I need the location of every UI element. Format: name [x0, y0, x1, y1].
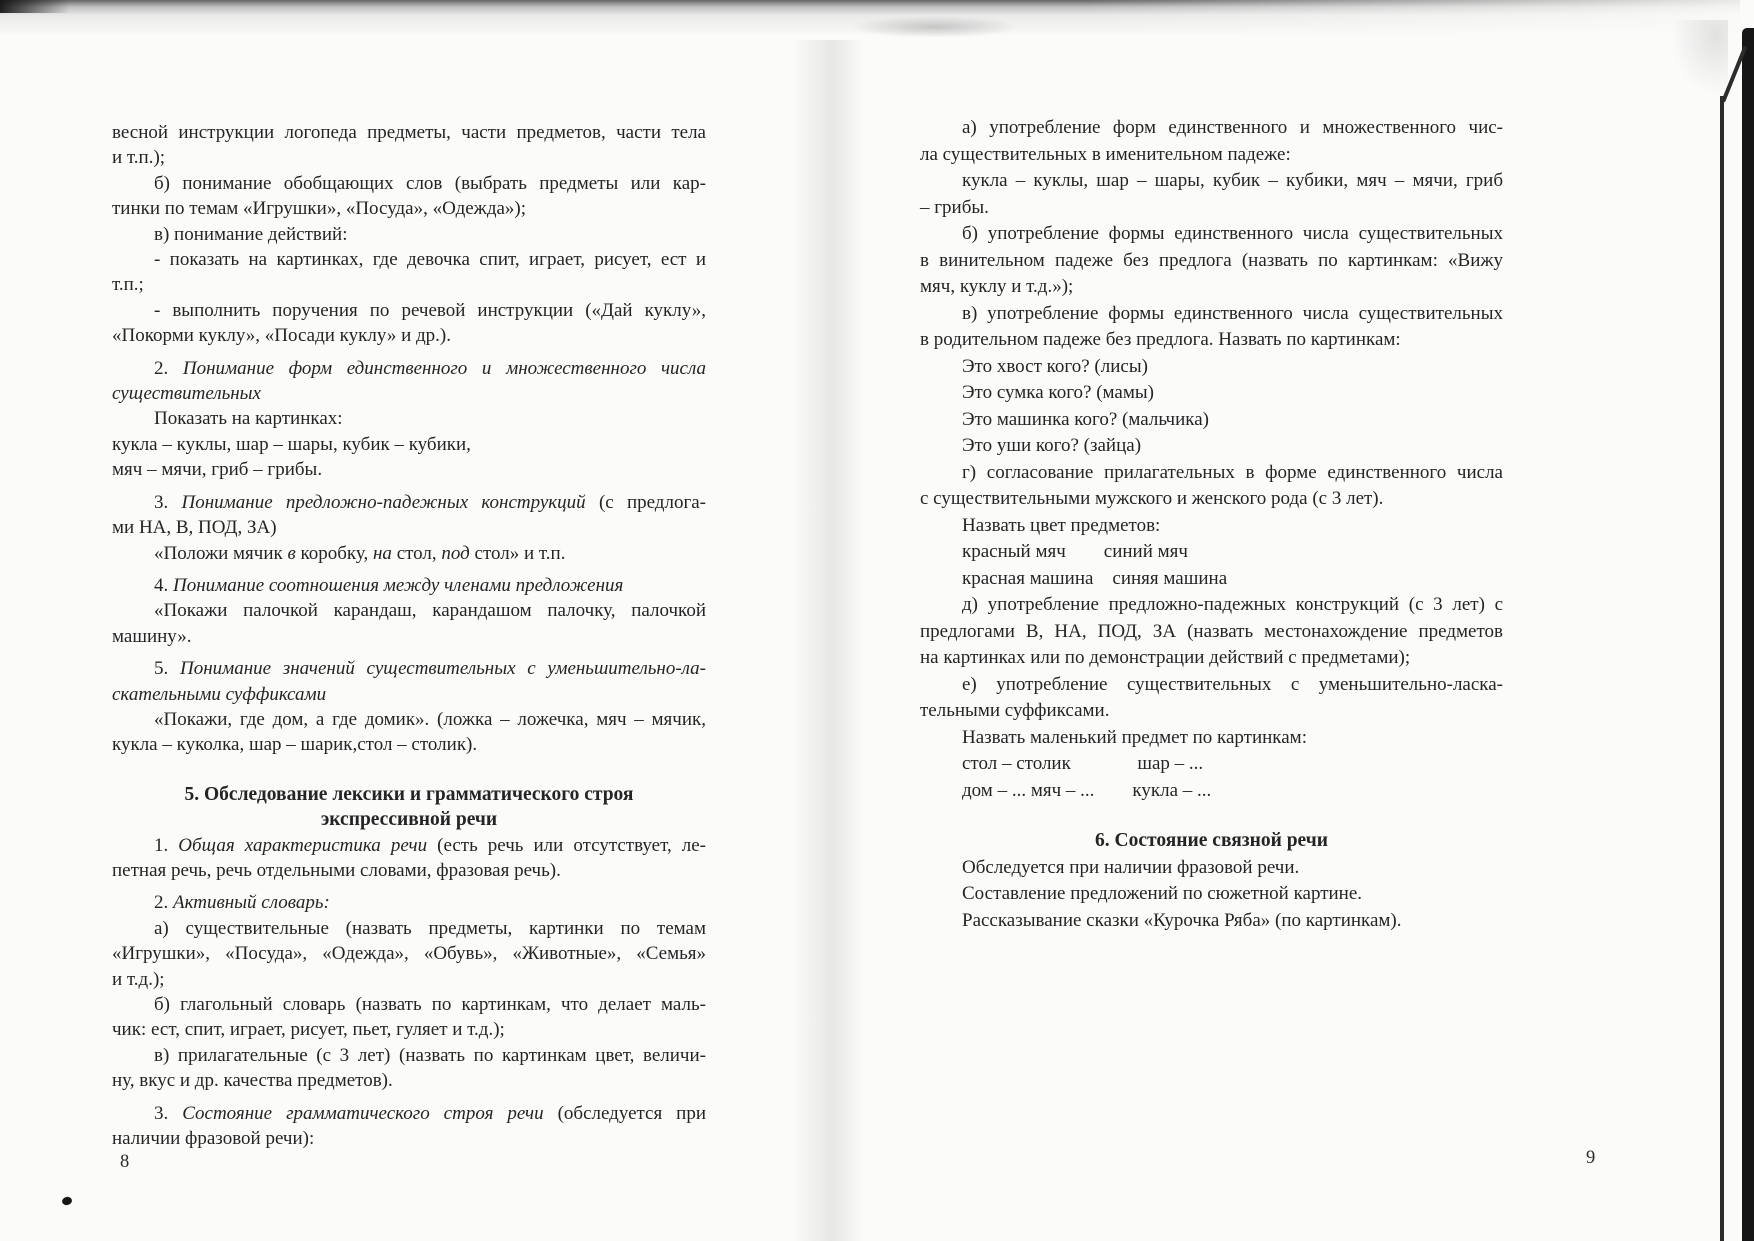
text-line: 5. Понимание значений существительных с уменьшительно-ла- — [154, 658, 706, 680]
scan-artifact-corner-shading — [1668, 20, 1728, 100]
text-line: б) употребление формы единственного числа существительных — [962, 223, 1503, 244]
text-line: существительных — [112, 383, 261, 405]
text-line: кукла – куклы, шар – шары, кубик – кубики, мяч – мячи, гриб — [962, 170, 1503, 191]
text-line: красная машина синяя машина — [962, 567, 1228, 589]
text-line: б) глагольный словарь (назвать по картинкам, что делает маль- — [154, 994, 706, 1015]
section-heading: экспрессивной речи — [320, 809, 498, 831]
text-line: Составление предложений по сюжетной картине. — [962, 883, 1363, 904]
text-line: в) понимание действий: — [154, 223, 348, 245]
page-right-text-column — [920, 115, 1503, 934]
text-line: в) употребление формы единственного числа существительных — [962, 302, 1503, 324]
book-gutter-shadow — [792, 40, 864, 1241]
text-line: Назвать цвет предметов: — [962, 514, 1161, 536]
text-line: «Покажи, где дом, а где домик». (ложка – ложечка, мяч – мячик, — [154, 708, 706, 730]
text-line: 4. Понимание соотношения между членами предложения — [154, 574, 624, 596]
text-line: б) понимание обобщающих слов (выбрать предметы или кар- — [154, 172, 706, 194]
text-line: на картинках или по демонстрации действий с предметами); — [920, 647, 1411, 668]
text-line: Показать на картинках: — [154, 408, 343, 430]
text-line: скательными суффиксами — [112, 683, 327, 705]
text-line: ми НА, В, ПОД, ЗА) — [112, 517, 277, 539]
scan-artifact-right-black-edge — [1742, 28, 1754, 1241]
page-left-text-column — [112, 120, 706, 1151]
text-line: е) употребление существительных с уменьшительно-ласка- — [962, 673, 1503, 695]
text-line: Это сумка кого? (мамы) — [962, 382, 1154, 403]
text-line: 2. Активный словарь: — [154, 892, 330, 914]
text-line: ла существительных в именительном падеже: — [920, 143, 1291, 165]
text-line: 3. Понимание предложно-падежных конструкций (с предлога- — [154, 491, 706, 513]
text-line: мяч, куклу и т.д.»); — [920, 276, 1074, 297]
scan-artifact-page-edge-line — [1720, 96, 1724, 1241]
text-line: «Покажи палочкой карандаш, карандашом палочку, палочкой — [154, 600, 706, 622]
text-line: 2. Понимание форм единственного и множественного числа — [154, 357, 706, 379]
text-line: кукла – куколка, шар – шарик,стол – столик). — [112, 734, 478, 756]
page-number-left: 8 — [120, 1152, 130, 1172]
text-line: а) употребление форм единственного и множественного чис- — [962, 117, 1503, 138]
text-line: г) согласование прилагательных в форме единственного числа — [962, 461, 1503, 483]
text-line: - показать на картинках, где девочка спит, играет, рисует, ест и — [154, 249, 706, 271]
text-line: красный мяч синий мяч — [962, 541, 1188, 562]
text-line: Назвать маленький предмет по картинкам: — [962, 726, 1307, 748]
text-line: в винительном падеже без предлога (назвать по картинкам: «Вижу — [920, 249, 1503, 271]
text-line: 1. Общая характеристика речи (есть речь или отсутствует, ле- — [154, 834, 707, 856]
text-line: с существительными мужского и женского рода (с 3 лет). — [920, 488, 1384, 509]
text-line: Это уши кого? (зайца) — [962, 435, 1142, 456]
section-heading: 6. Состояние связной речи — [1095, 830, 1328, 851]
text-line: весной инструкции логопеда предметы, части предметов, части тела — [112, 122, 706, 143]
text-line: Рассказывание сказки «Курочка Ряба» (по картинкам). — [962, 909, 1402, 931]
text-line: и т.п.); — [112, 147, 166, 169]
text-line: «Покорми куклу», «Посади куклу» и др.). — [112, 325, 451, 347]
text-line: 3. Состояние грамматического строя речи (обследуется при — [154, 1102, 707, 1124]
text-line: машину». — [112, 625, 192, 647]
text-line: тельными суффиксами. — [920, 700, 1110, 721]
text-line: мяч – мячи, гриб – грибы. — [112, 459, 323, 481]
text-line: Обследуется при наличии фразовой речи. — [962, 856, 1300, 878]
text-line: – грибы. — [920, 196, 989, 218]
text-line: т.п.; — [112, 274, 144, 296]
scan-artifact-ink-dot — [61, 1196, 73, 1206]
text-line: дом – ... мяч – ... кукла – ... — [962, 779, 1212, 801]
text-line: а) существительные (назвать предметы, картинки по темам — [154, 917, 706, 939]
text-line: «Игрушки», «Посуда», «Одежда», «Обувь», «Животные», «Семья» — [112, 943, 706, 965]
text-line: и т.д.); — [112, 968, 165, 990]
page-number-right: 9 — [1586, 1148, 1596, 1168]
text-line: наличии фразовой речи): — [112, 1128, 315, 1150]
scan-artifact-blotch — [850, 16, 1020, 38]
text-line: Это хвост кого? (лисы) — [962, 355, 1148, 377]
section-heading: 5. Обследование лексики и грамматического строя — [184, 783, 634, 805]
text-line: «Положи мячик в коробку, на стол, под стол» и т.п. — [154, 542, 566, 564]
text-line: Это машинка кого? (мальчика) — [962, 408, 1209, 430]
text-line: д) употребление предложно-падежных конструкций (с 3 лет) с — [962, 594, 1503, 615]
scan-artifact-top-fade — [1087, 0, 1754, 40]
text-line: кукла – куклы, шар – шары, кубик – кубики, — [112, 433, 471, 455]
text-line: ну, вкус и др. качества предметов). — [112, 1070, 393, 1092]
text-line: предлогами В, НА, ПОД, ЗА (назвать местонахождение предметов — [920, 620, 1503, 642]
text-line: в) прилагательные (с 3 лет) (назвать по картинкам цвет, величи- — [154, 1044, 706, 1066]
scan-artifact-top-left-edge — [0, 0, 70, 13]
text-line: - выполнить поручения по речевой инструкции («Дай куклу», — [154, 299, 706, 321]
text-line: чик: ест, спит, играет, рисует, пьет, гуляет и т.д.); — [112, 1019, 505, 1041]
text-line: петная речь, речь отдельными словами, фразовая речь). — [112, 859, 561, 881]
text-line: тинки по темам «Игрушки», «Посуда», «Одежда»); — [112, 198, 527, 220]
text-line: в родительном падеже без предлога. Назвать по картинкам: — [920, 329, 1401, 350]
text-line: стол – столик шар – ... — [962, 753, 1204, 774]
